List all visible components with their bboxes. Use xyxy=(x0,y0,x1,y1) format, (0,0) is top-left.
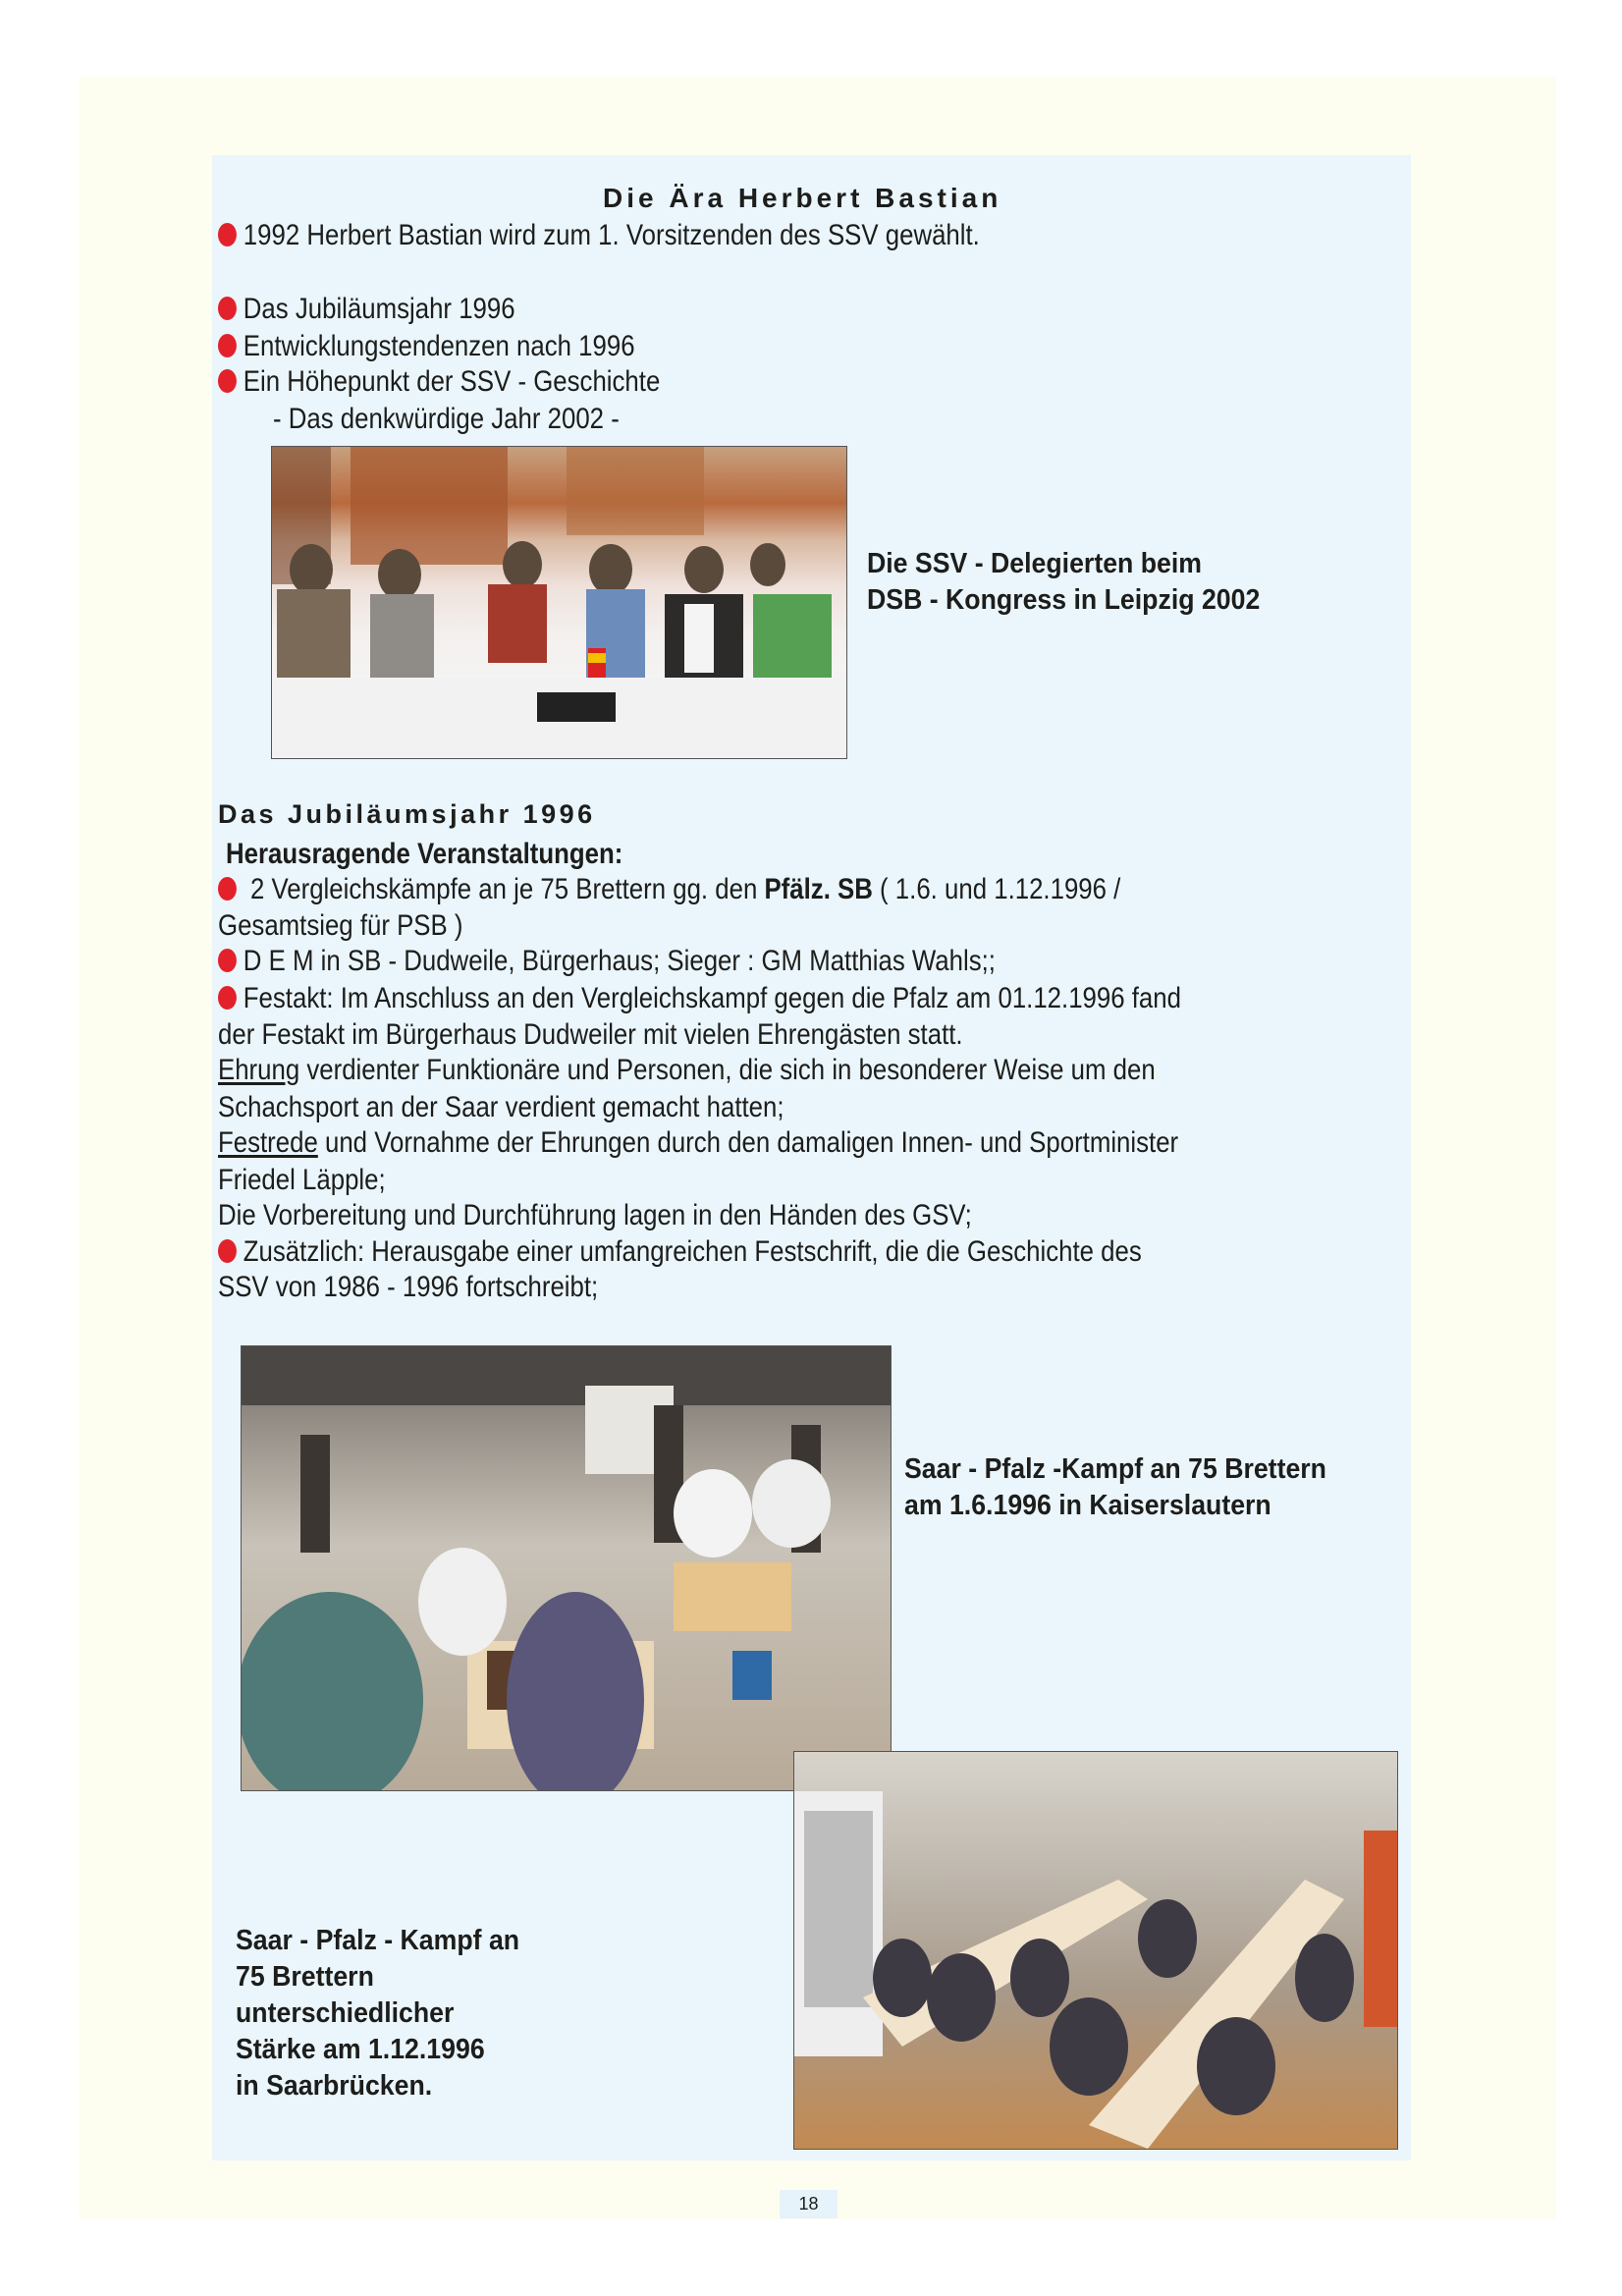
bullet-icon xyxy=(218,369,237,393)
intro-subitem: - Das denkwürdige Jahr 2002 - xyxy=(273,403,620,435)
photo-kaiserslautern-match xyxy=(241,1345,892,1791)
caption-line: in Saarbrücken. xyxy=(236,2070,433,2102)
bullet-icon xyxy=(218,334,237,357)
text-underlined: Festrede xyxy=(218,1126,318,1159)
section-subheading: Herausragende Veranstaltungen: xyxy=(226,838,623,870)
page-number: 18 xyxy=(780,2190,838,2218)
bullet-icon xyxy=(218,297,237,320)
text: ( 1.6. und 1.12.1996 / xyxy=(872,873,1121,905)
intro-item xyxy=(218,364,660,400)
text-line: Die Vorbereitung und Durchführung lagen in den Händen des GSV; xyxy=(218,1199,972,1231)
bullet-icon xyxy=(218,986,237,1010)
text-line: Schachsport an der Saar verdient gemacht hatten; xyxy=(218,1091,784,1123)
text-line: der Festakt im Bürgerhaus Dudweiler mit vielen Ehrengästen statt. xyxy=(218,1018,963,1051)
text-line: SSV von 1986 - 1996 fortschreibt; xyxy=(218,1271,599,1303)
photo-illustration xyxy=(242,1346,891,1790)
intro-item xyxy=(218,218,980,253)
text: Zusätzlich: Herausgabe einer umfangreichen Festschrift, die die Geschichte des xyxy=(243,1235,1142,1268)
text: 2 Vergleichskämpfe an je 75 Brettern gg. den xyxy=(243,873,765,905)
text: Festakt: Im Anschluss an den Vergleichskampf gegen die Pfalz am 01.12.1996 fand xyxy=(243,982,1181,1014)
intro-text: Entwicklungstendenzen nach 1996 xyxy=(243,330,635,362)
list-item xyxy=(218,1234,1142,1270)
caption-line: Die SSV - Delegierten beim xyxy=(867,548,1203,579)
text-line xyxy=(218,1125,1178,1161)
intro-text: 1992 Herbert Bastian wird zum 1. Vorsitzenden des SSV gewählt. xyxy=(243,219,980,251)
photo-saarbruecken-match xyxy=(793,1751,1398,2150)
caption-line: 75 Brettern xyxy=(236,1961,374,1993)
caption-line: am 1.6.1996 in Kaiserslautern xyxy=(904,1490,1271,1521)
page-title: Die Ära Herbert Bastian xyxy=(603,183,1002,213)
text: und Vornahme der Ehrungen durch den damaligen Innen- und Sportminister xyxy=(317,1126,1179,1159)
bullet-icon xyxy=(218,949,237,972)
caption-line: DSB - Kongress in Leipzig 2002 xyxy=(867,584,1261,616)
text-bold: Pfälz. SB xyxy=(764,873,873,905)
bullet-icon xyxy=(218,223,237,246)
intro-text: Ein Höhepunkt der SSV - Geschichte xyxy=(243,365,661,398)
text-underlined: Ehrung xyxy=(218,1054,300,1086)
photo3-caption xyxy=(236,1923,519,2105)
list-item xyxy=(218,872,1120,907)
text-line: Friedel Läpple; xyxy=(218,1164,386,1196)
list-item xyxy=(218,944,996,979)
text: D E M in SB - Dudweile, Bürgerhaus; Sieger : GM Matthias Wahls;; xyxy=(243,945,996,977)
caption-line: Stärke am 1.12.1996 xyxy=(236,2034,485,2065)
bullet-icon xyxy=(218,1239,237,1263)
intro-item xyxy=(218,329,635,364)
section-heading: Das Jubiläumsjahr 1996 xyxy=(218,799,596,829)
photo2-caption xyxy=(904,1451,1326,1524)
text-line xyxy=(218,1053,1156,1088)
photo1-caption xyxy=(867,546,1260,619)
caption-line: unterschiedlicher xyxy=(236,1997,455,2029)
text: verdienter Funktionäre und Personen, die sich in besonderer Weise um den xyxy=(299,1054,1156,1086)
intro-item xyxy=(218,292,515,327)
list-item xyxy=(218,981,1181,1016)
bullet-icon xyxy=(218,877,237,901)
caption-line: Saar - Pfalz -Kampf an 75 Brettern xyxy=(904,1453,1326,1485)
photo-illustration xyxy=(794,1752,1397,2149)
photo-dsb-congress xyxy=(271,446,847,759)
intro-text: Das Jubiläumsjahr 1996 xyxy=(243,293,515,325)
text-line: Gesamtsieg für PSB ) xyxy=(218,909,463,942)
photo-illustration xyxy=(272,447,846,758)
caption-line: Saar - Pfalz - Kampf an xyxy=(236,1925,520,1956)
